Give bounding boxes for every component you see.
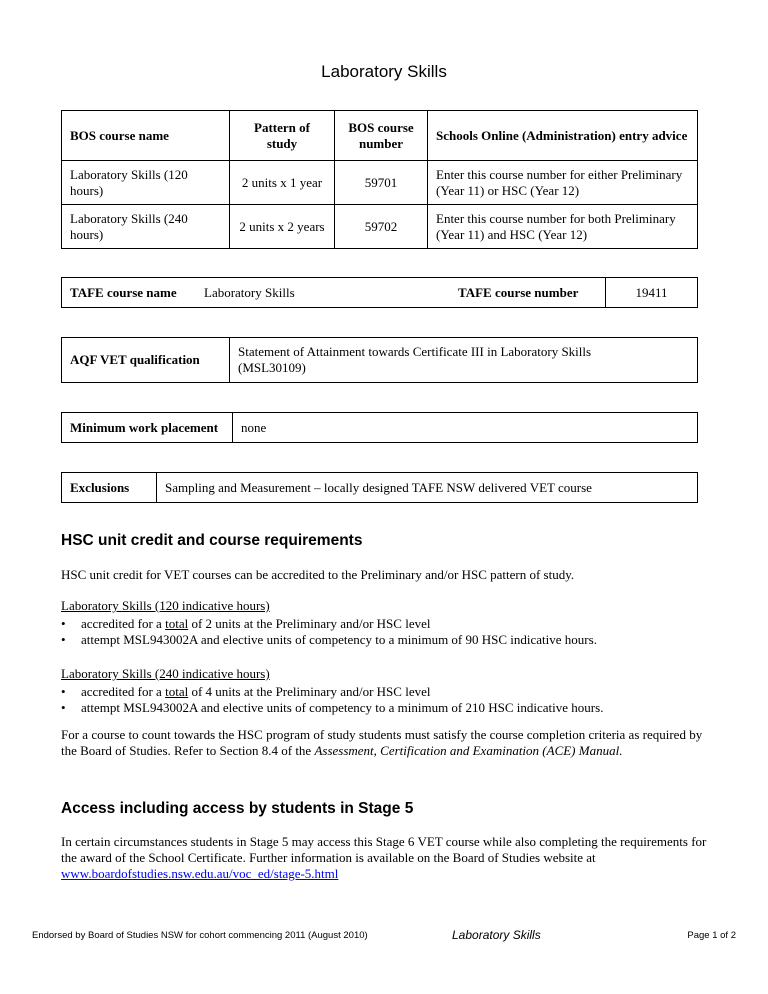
- tafe-course-number-label: TAFE course number: [458, 284, 579, 300]
- hsc-intro: HSC unit credit for VET courses can be accredited to the Preliminary and/or HSC pattern of study.: [61, 567, 575, 582]
- course-table: [61, 110, 698, 249]
- table-cell: Laboratory Skills (240 hours): [62, 205, 230, 249]
- table-cell: 2 units x 2 years: [230, 205, 335, 249]
- list-item: • accredited for a total of 2 units at the Preliminary and/or HSC level: [61, 616, 597, 632]
- table-cell: Enter this course number for either Preliminary (Year 11) or HSC (Year 12): [428, 161, 698, 205]
- section-heading-hsc: HSC unit credit and course requirements: [61, 532, 363, 549]
- exclusions-box: [61, 472, 698, 503]
- table-header: Pattern of study: [230, 111, 335, 161]
- table-cell: 59702: [335, 205, 428, 249]
- stage5-link[interactable]: www.boardofstudies.nsw.edu.au/voc_ed/stage-5.html: [61, 866, 339, 881]
- exclusions-label: Exclusions: [70, 479, 130, 495]
- section-heading-access: Access including access by students in Stage 5: [61, 800, 414, 817]
- list-item: • accredited for a total of 4 units at the Preliminary and/or HSC level: [61, 684, 603, 700]
- table-row: [62, 161, 698, 205]
- footer-endorsement: Endorsed by Board of Studies NSW for cohort commencing 2011 (August 2010): [32, 930, 368, 941]
- table-header: Schools Online (Administration) entry advice: [428, 111, 698, 161]
- aqf-value: Statement of Attainment towards Certificate III in Laboratory Skills (MSL30109): [229, 338, 697, 382]
- table-header: BOS course number: [335, 111, 428, 161]
- tafe-course-box: [61, 277, 698, 308]
- bullet-list: [61, 616, 597, 648]
- tafe-course-number-value: 19411: [605, 278, 697, 307]
- section-subtitle: Laboratory Skills (120 indicative hours): [61, 598, 270, 613]
- footer-page-number: Page 1 of 2: [687, 930, 736, 941]
- aqf-label: AQF VET qualification: [70, 352, 200, 367]
- table-header: BOS course name: [62, 111, 230, 161]
- list-item: • attempt MSL943002A and elective units of competency to a minimum of 90 HSC indicative hours.: [61, 632, 597, 648]
- table-row: [62, 205, 698, 249]
- list-item: • attempt MSL943002A and elective units of competency to a minimum of 210 HSC indicative hours.: [61, 700, 603, 716]
- table-cell: Laboratory Skills (120 hours): [62, 161, 230, 205]
- exclusions-value: Sampling and Measurement – locally designed TAFE NSW delivered VET course: [156, 473, 697, 502]
- aqf-box: [61, 337, 698, 383]
- hsc-completion-paragraph: For a course to count towards the HSC program of study students must satisfy the course completion criteria as required by the Board of Studies. Refer to Section 8.4 of the Assessment, Certification and Examination (ACE) Manual.: [61, 727, 703, 758]
- footer-course-title: Laboratory Skills: [452, 928, 541, 942]
- table-cell: Enter this course number for both Preliminary (Year 11) and HSC (Year 12): [428, 205, 698, 249]
- section-subtitle: Laboratory Skills (240 indicative hours): [61, 666, 270, 681]
- page-title: Laboratory Skills: [321, 62, 447, 81]
- footer: [0, 928, 768, 944]
- work-placement-box: [61, 412, 698, 443]
- work-placement-value: none: [241, 419, 267, 435]
- table-cell: 2 units x 1 year: [230, 161, 335, 205]
- bullet-list: [61, 684, 603, 716]
- work-placement-label: Minimum work placement: [62, 413, 233, 442]
- table-cell: 59701: [335, 161, 428, 205]
- access-paragraph: In certain circumstances students in Stage 5 may access this Stage 6 VET course while also completing the requirements for the award of the School Certificate. Further information is available on the Board of Studies website at www.boardofstudies.nsw.edu.au/voc_ed/stage-5.html: [61, 834, 707, 881]
- tafe-course-name-value: Laboratory Skills: [204, 284, 295, 300]
- tafe-course-name-label: TAFE course name: [70, 284, 177, 300]
